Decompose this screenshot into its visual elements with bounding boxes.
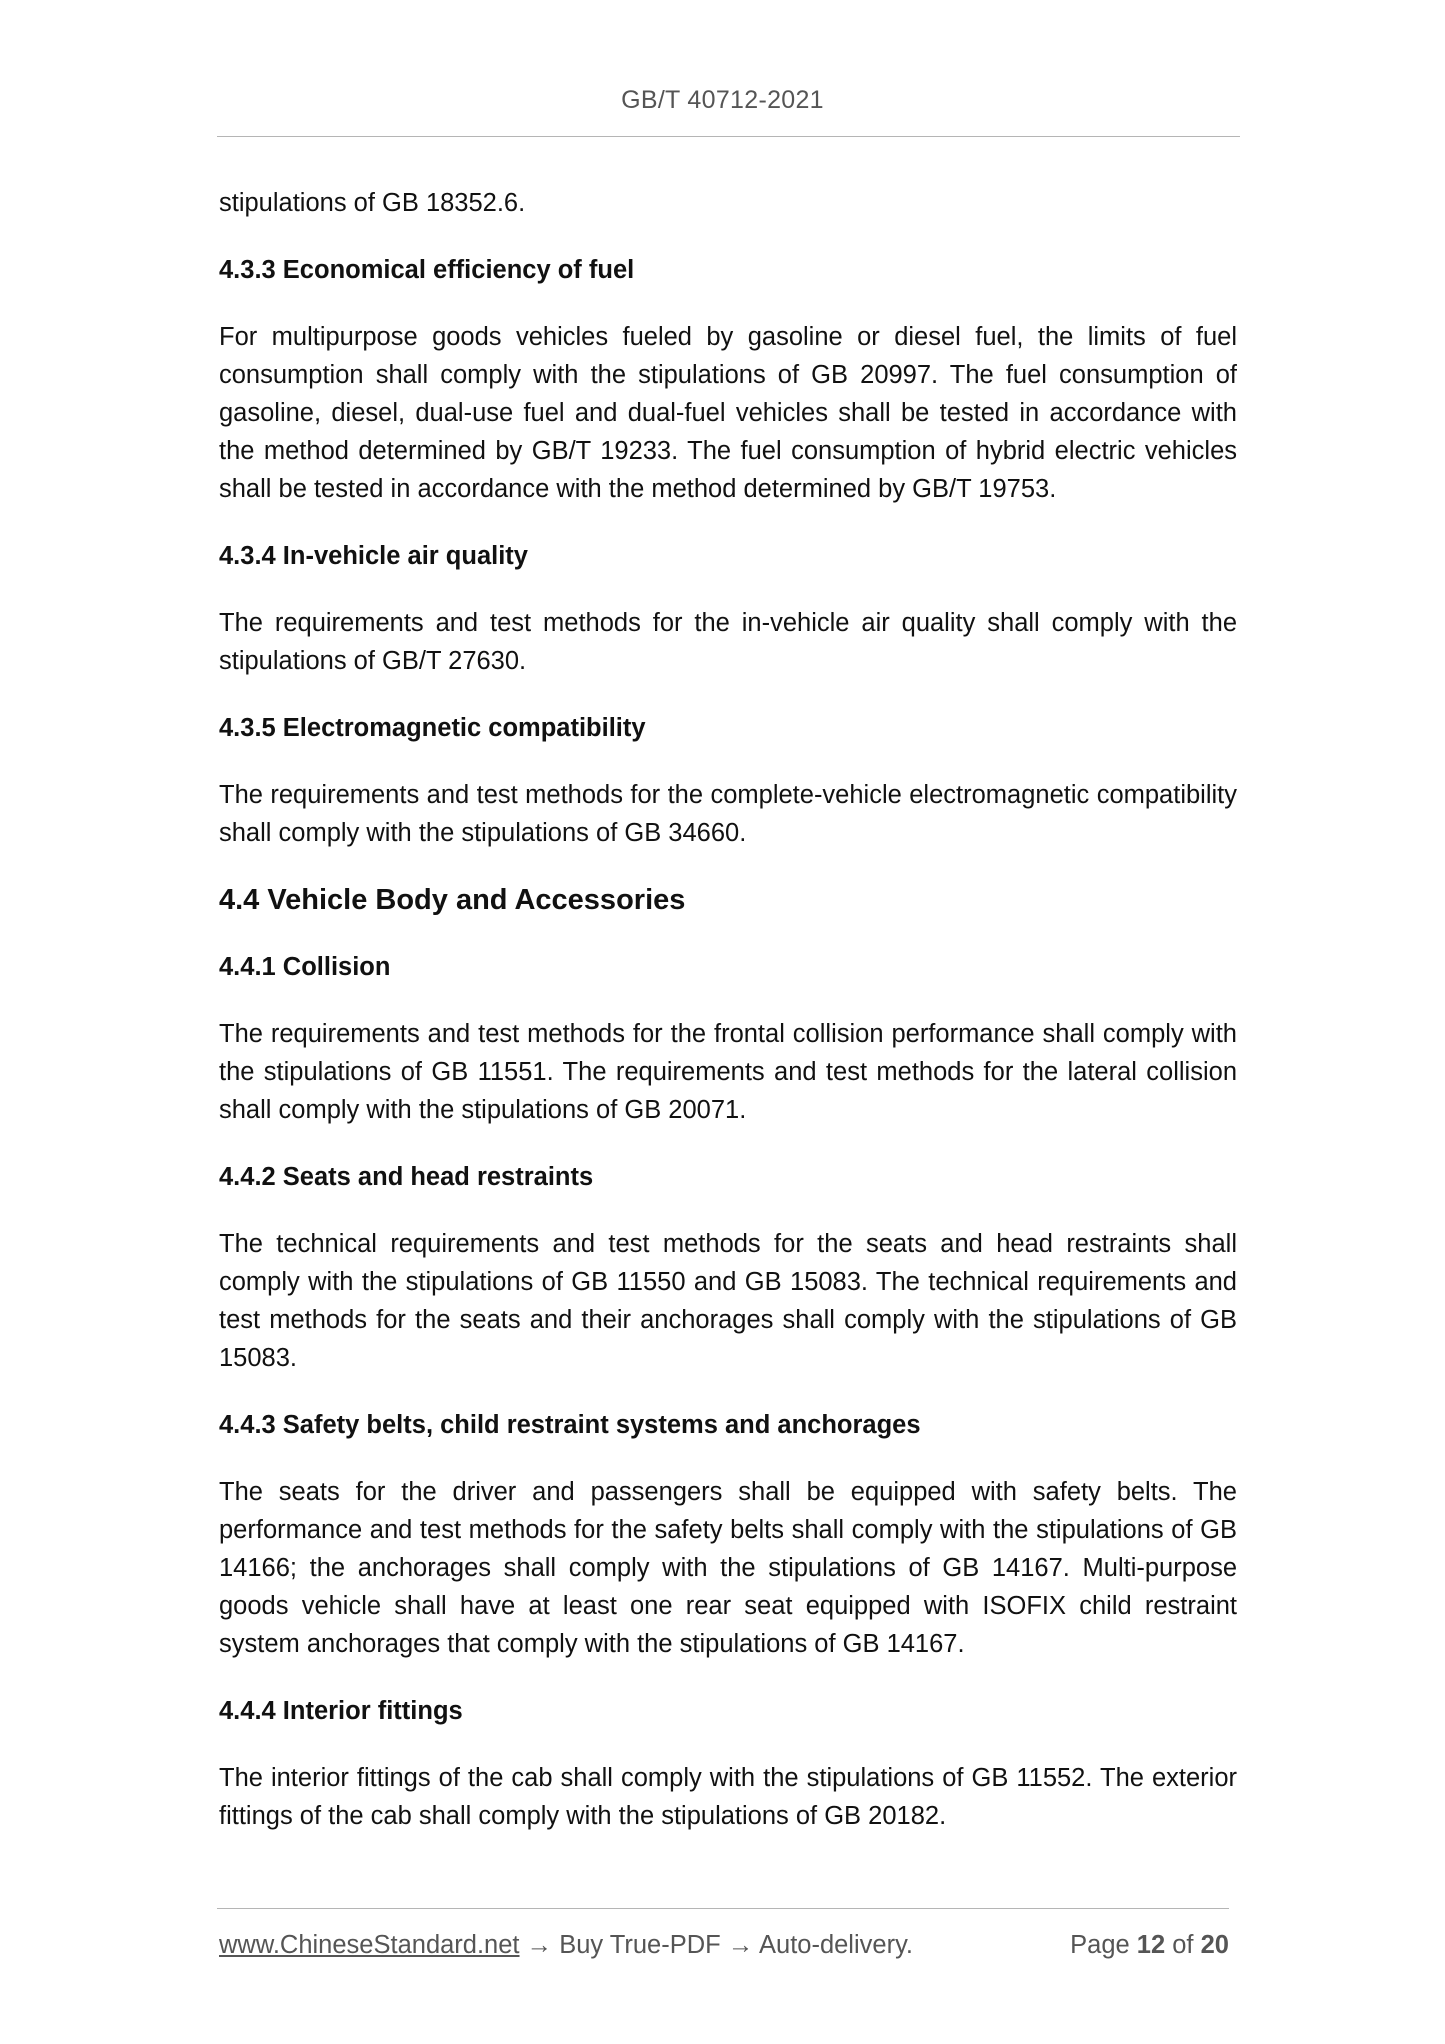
page-word: Page	[1070, 1931, 1130, 1959]
section-4-4-1-text: The requirements and test methods for the frontal collision performance shall comply with the stipulations of GB 11551. The requirements and test methods for the lateral collision shall comply with the stipulations of GB 20071.	[219, 1020, 1237, 1124]
total-pages: 20	[1200, 1931, 1229, 1959]
website-link[interactable]: www.ChineseStandard.net	[219, 1931, 520, 1959]
section-4-3-4-heading: 4.3.4 In-vehicle air quality	[219, 542, 528, 570]
page-footer	[219, 1928, 1229, 1962]
current-page: 12	[1136, 1931, 1166, 1959]
page-content	[219, 184, 1237, 1835]
footer-tagline: → Buy True-PDF → Auto-delivery.	[526, 1931, 914, 1959]
document-id-header: GB/T 40712-2021	[621, 86, 824, 114]
section-4-3-5-text: The requirements and test methods for the complete-vehicle electromagnetic compatibility shall comply with the stipulations of GB 34660.	[219, 781, 1237, 847]
of-word: of	[1172, 1931, 1194, 1959]
section-4-4-heading: 4.4 Vehicle Body and Accessories	[219, 884, 686, 916]
section-4-4-4-text: The interior fittings of the cab shall comply with the stipulations of GB 11552. The exterior fittings of the cab shall comply with the stipulations of GB 20182.	[219, 1764, 1237, 1830]
continued-paragraph: stipulations of GB 18352.6.	[219, 189, 526, 217]
header-divider	[217, 136, 1240, 137]
section-4-4-3-text: The seats for the driver and passengers shall be equipped with safety belts. The performance and test methods for the safety belts shall comply with the stipulations of GB 14166; the anchorages shall comply with the stipulations of GB 14167. Multi-purpose goods vehicle shall have at least one rear seat equipped with ISOFIX child restraint system anchorages that comply with the stipulations of GB 14167.	[219, 1478, 1237, 1658]
section-4-4-4-heading: 4.4.4 Interior fittings	[219, 1697, 463, 1725]
section-4-4-2-text: The technical requirements and test methods for the seats and head restraints shall comply with the stipulations of GB 11550 and GB 15083. The technical requirements and test methods for the seats and their anchorages shall comply with the stipulations of GB 15083.	[219, 1230, 1237, 1372]
section-4-4-3-heading: 4.4.3 Safety belts, child restraint systems and anchorages	[219, 1411, 921, 1439]
section-4-4-1-heading: 4.4.1 Collision	[219, 953, 391, 981]
section-4-3-4-text: The requirements and test methods for the in-vehicle air quality shall comply with the stipulations of GB/T 27630.	[219, 609, 1237, 675]
footer-divider	[217, 1908, 1229, 1909]
section-4-3-3-heading: 4.3.3 Economical efficiency of fuel	[219, 256, 635, 284]
page-number	[1070, 1928, 1229, 1962]
section-4-3-5-heading: 4.3.5 Electromagnetic compatibility	[219, 714, 646, 742]
section-4-4-2-heading: 4.4.2 Seats and head restraints	[219, 1163, 594, 1191]
section-4-3-3-text: For multipurpose goods vehicles fueled by gasoline or diesel fuel, the limits of fuel consumption shall comply with the stipulations of GB 20997. The fuel consumption of gasoline, diesel, dual-use fuel and dual-fuel vehicles shall be tested in accordance with the method determined by GB/T 19233. The fuel consumption of hybrid electric vehicles shall be tested in accordance with the method determined by GB/T 19753.	[219, 323, 1237, 503]
